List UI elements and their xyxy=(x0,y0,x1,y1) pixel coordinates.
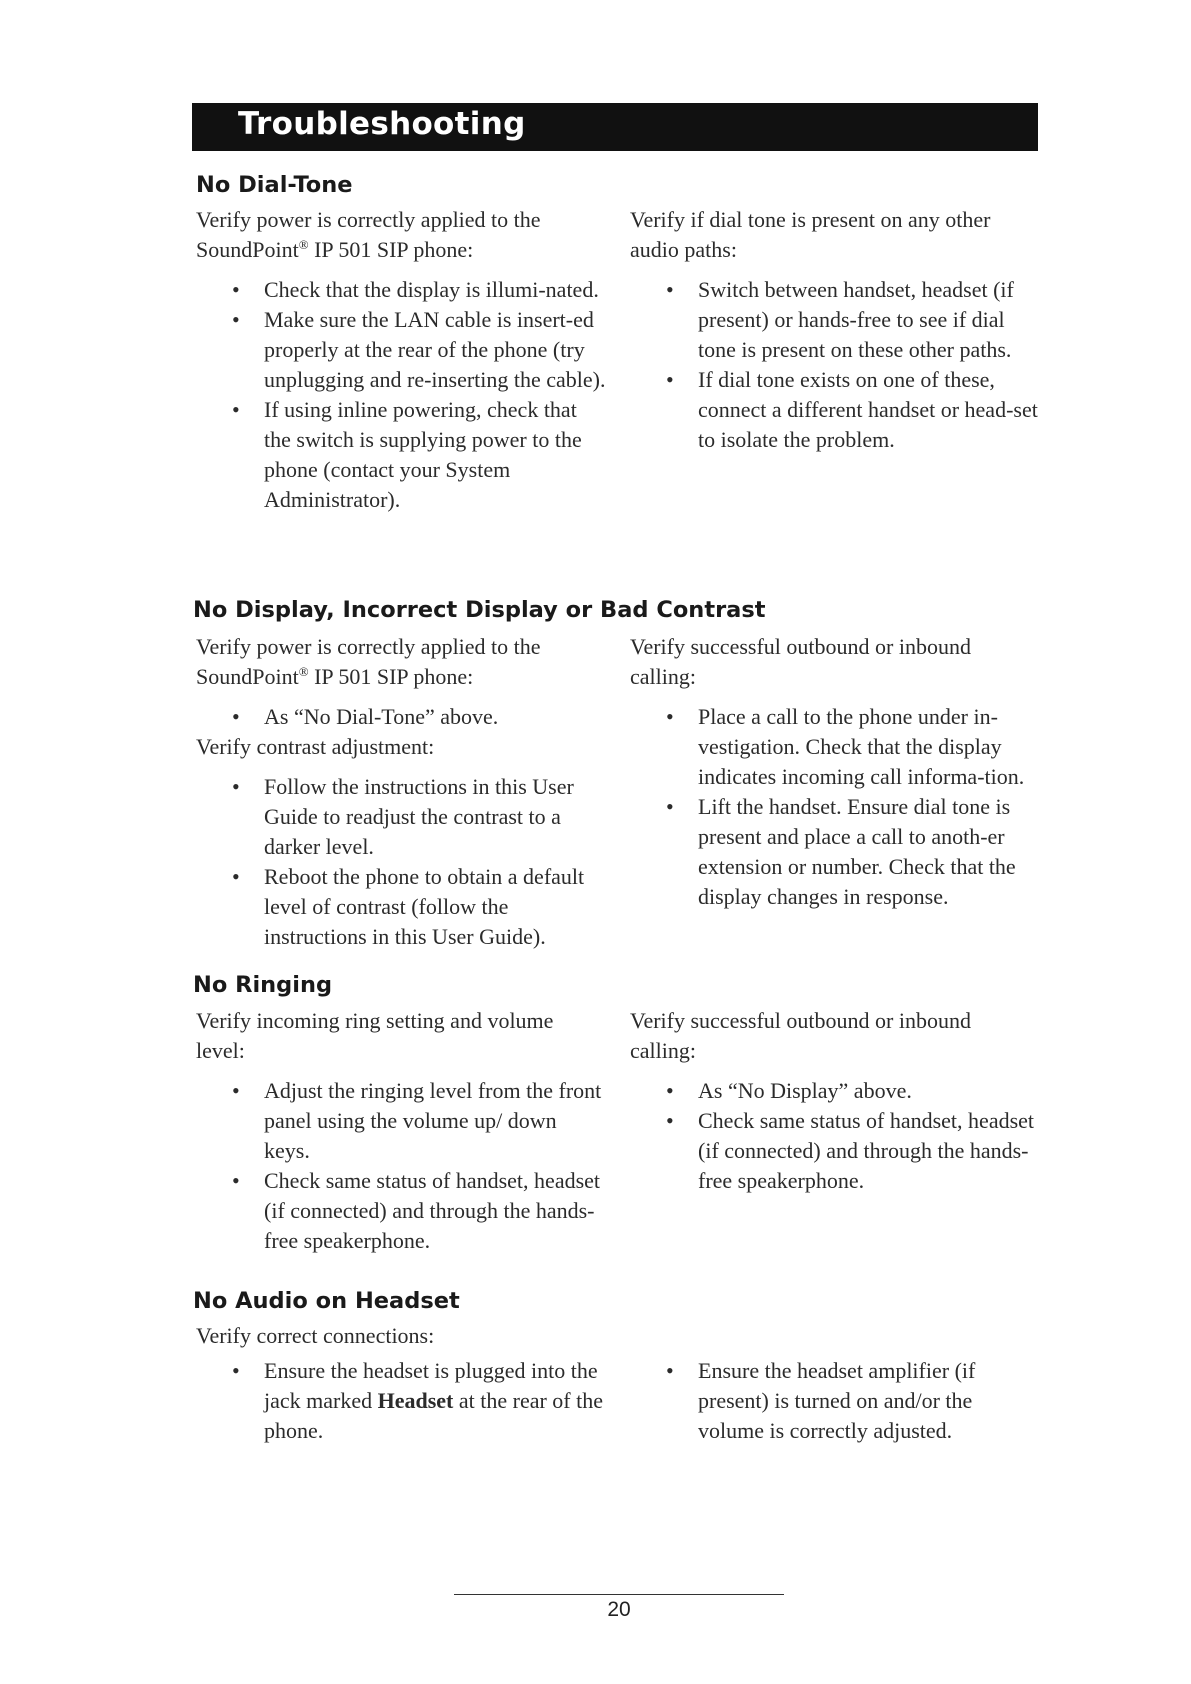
headset-right-list xyxy=(630,1356,1040,1446)
display-right-intro: Verify successful outbound or inbound calling: xyxy=(630,634,971,689)
list-item: • Ensure the headset amplifier (if present) is turned on and/or the volume is correctly adjusted. xyxy=(630,1356,1040,1446)
dial-left-intro: Verify power is correctly applied to the SoundPoint® IP 501 SIP phone: xyxy=(196,207,541,262)
display-left-list-1 xyxy=(196,702,606,732)
dial-left-column xyxy=(196,205,606,515)
list-item: • Check same status of handset, headset (if connected) and through the hands-free speakerphone. xyxy=(630,1106,1040,1196)
list-item: • Check that the display is illumi-nated. xyxy=(196,275,606,305)
headset-left-list xyxy=(196,1356,606,1446)
page-number: 20 xyxy=(607,1598,631,1621)
headset-left-column xyxy=(196,1321,606,1446)
headset-left-intro: Verify correct connections: xyxy=(196,1323,435,1348)
display-right-column xyxy=(630,632,1040,912)
heading-no-audio-headset: No Audio on Headset xyxy=(193,1288,460,1314)
headset-right-column xyxy=(630,1356,1040,1446)
list-item: • Switch between handset, headset (if present) or hands-free to see if dial tone is present on these other paths. xyxy=(630,275,1040,365)
list-item: • Follow the instructions in this User Guide to readjust the contrast to a darker level. xyxy=(196,772,606,862)
dial-right-intro: Verify if dial tone is present on any other audio paths: xyxy=(630,207,991,262)
display-left-intro-2: Verify contrast adjustment: xyxy=(196,734,435,759)
list-item: • Adjust the ringing level from the front panel using the volume up/ down keys. xyxy=(196,1076,606,1166)
heading-no-ringing: No Ringing xyxy=(193,972,333,998)
list-item: • Make sure the LAN cable is insert-ed properly at the rear of the phone (try unplugging and re-inserting the cable). xyxy=(196,305,606,395)
display-left-column xyxy=(196,632,606,952)
ringing-right-list xyxy=(630,1076,1040,1196)
list-item: • Ensure the headset is plugged into the jack marked Headset at the rear of the phone. xyxy=(196,1356,606,1446)
dial-right-list xyxy=(630,275,1040,455)
section-banner xyxy=(192,103,1038,151)
ringing-left-intro: Verify incoming ring setting and volume level: xyxy=(196,1008,554,1063)
list-item: • Reboot the phone to obtain a default level of contrast (follow the instructions in this User Guide). xyxy=(196,862,606,952)
page-title: Troubleshooting xyxy=(238,106,526,142)
heading-no-dial-tone: No Dial-Tone xyxy=(196,172,353,198)
display-left-intro: Verify power is correctly applied to the SoundPoint® IP 501 SIP phone: xyxy=(196,634,541,689)
display-left-list-2 xyxy=(196,772,606,952)
ringing-left-column xyxy=(196,1006,606,1256)
list-item: • Lift the handset. Ensure dial tone is present and place a call to anoth-er extension or number. Check that the display changes in response. xyxy=(630,792,1040,912)
ringing-left-list xyxy=(196,1076,606,1256)
headset-jack-label: Headset xyxy=(377,1388,454,1413)
dial-left-list xyxy=(196,275,606,515)
heading-no-display: No Display, Incorrect Display or Bad Contrast xyxy=(193,597,766,623)
ringing-right-column xyxy=(630,1006,1040,1196)
list-item: • Place a call to the phone under in-vestigation. Check that the display indicates incoming call informa-tion. xyxy=(630,702,1040,792)
ringing-right-intro: Verify successful outbound or inbound calling: xyxy=(630,1008,971,1063)
dial-right-column xyxy=(630,205,1040,455)
list-item: • As “No Dial-Tone” above. xyxy=(196,702,606,732)
footer-divider xyxy=(454,1594,784,1595)
list-item: • If using inline powering, check that the switch is supplying power to the phone (contact your System Administrator). xyxy=(196,395,606,515)
display-right-list xyxy=(630,702,1040,912)
list-item: • Check same status of handset, headset (if connected) and through the hands-free speakerphone. xyxy=(196,1166,606,1256)
list-item: • If dial tone exists on one of these, connect a different handset or head-set to isolate the problem. xyxy=(630,365,1040,455)
list-item: • As “No Display” above. xyxy=(630,1076,1040,1106)
